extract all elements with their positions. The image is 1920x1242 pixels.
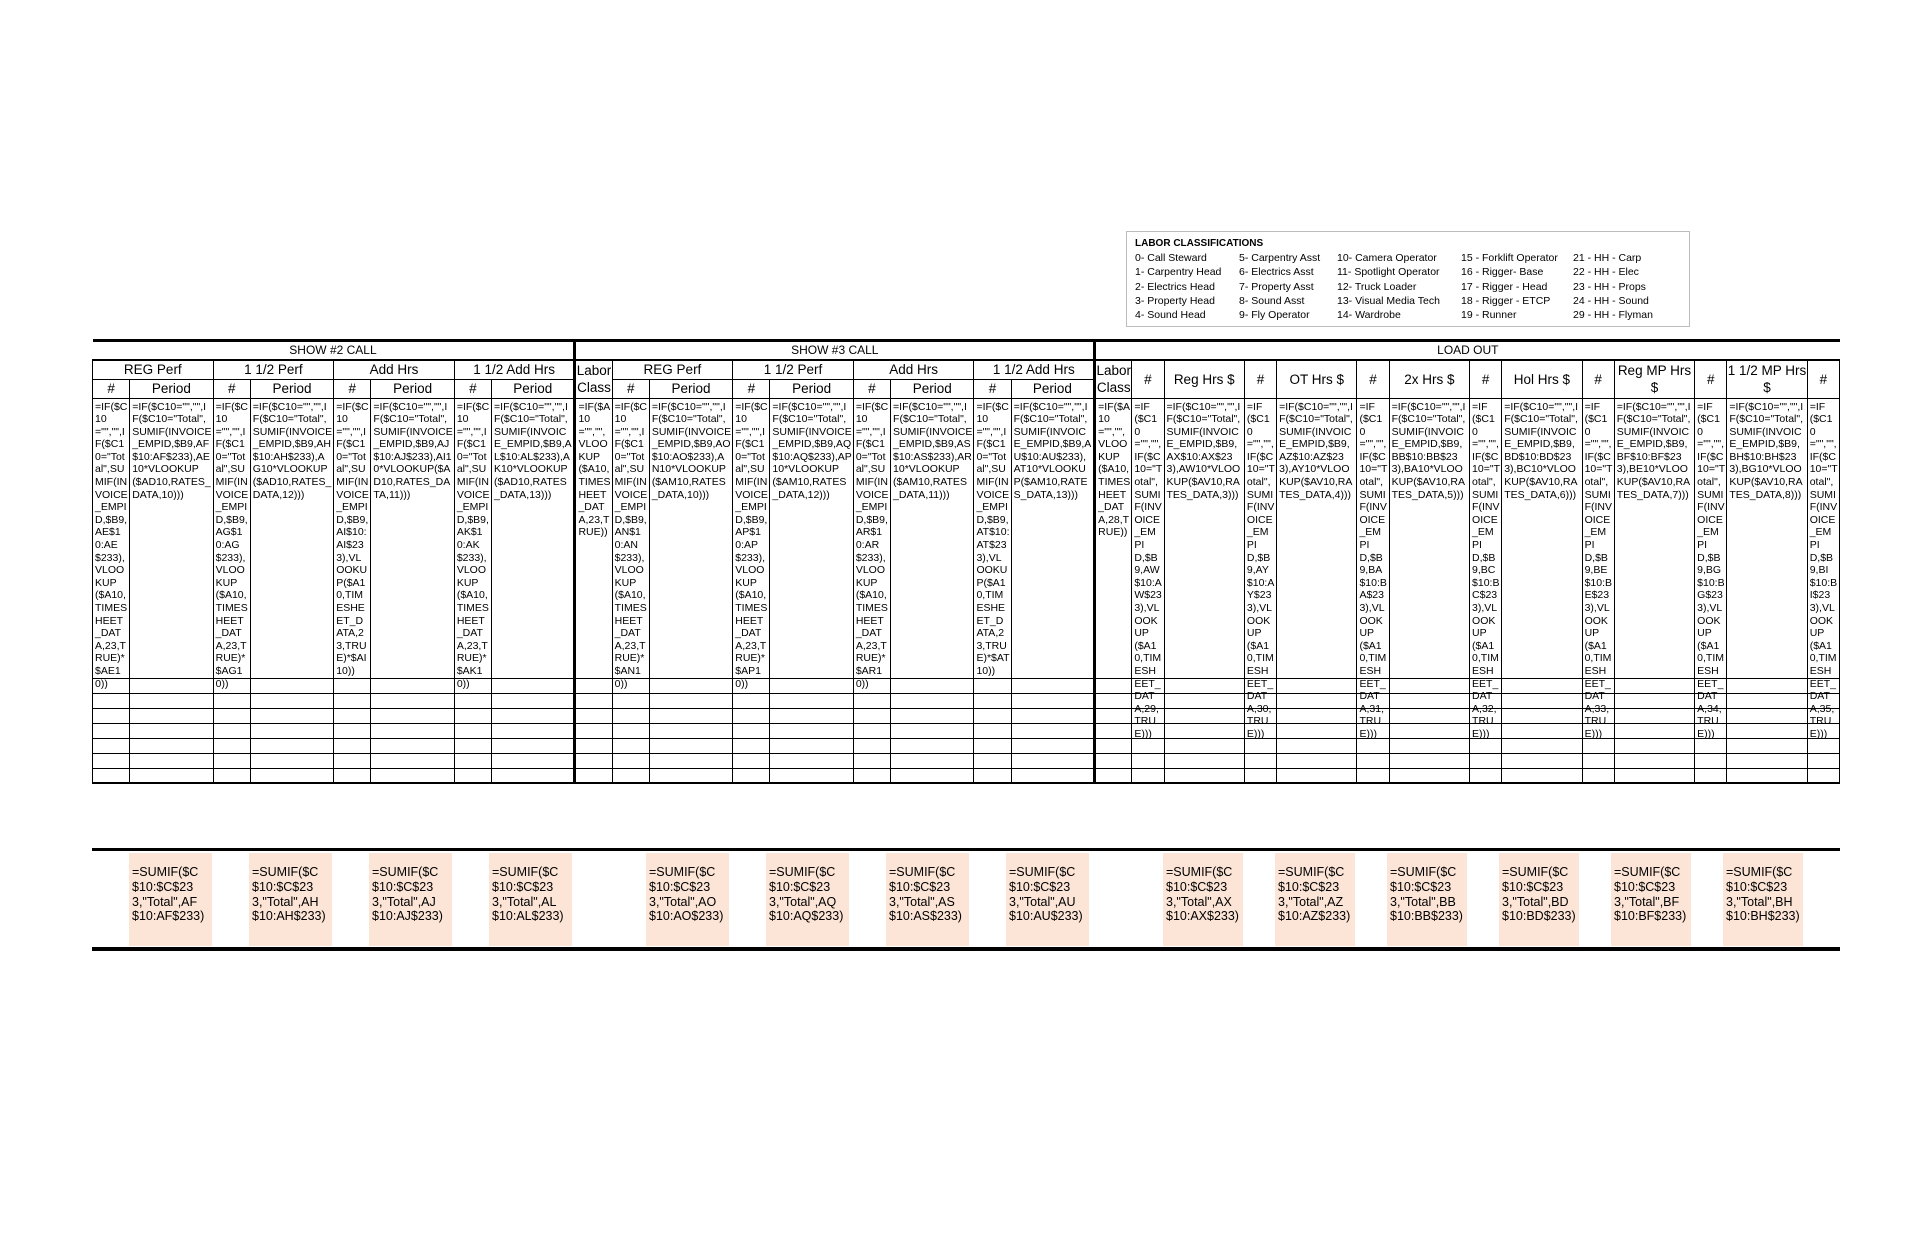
group-1-5-perf: 1 1/2 Perf bbox=[213, 360, 334, 379]
formula-cell[interactable]: =IF($C10="","",IF($C10="Total",SUMIF(INVOICE_EMPID,$B9,AT$10:AT$233),VLOOKUP($A10,TIMESHEET_DATA,23,TRUE)*$AT10)) bbox=[974, 398, 1011, 678]
legend-item: 5- Carpentry Asst bbox=[1239, 252, 1321, 265]
period-header: Period bbox=[649, 379, 732, 398]
legend-item: 3- Property Head bbox=[1135, 294, 1215, 307]
totals-bottom-border bbox=[92, 947, 1840, 951]
formula-cell[interactable]: =IF($C10="","",IF($C10="Total",SUMIF(INVOICE_EMPID,$B9,AW$10:AW$233),VLOOKUP($A10,TIMESHEET_DATA,29,TRUE))) bbox=[1132, 398, 1164, 678]
legend-column bbox=[1337, 251, 1461, 322]
total-cell[interactable]: =SUMIF($C$10:$C$233,"Total",AJ$10:AJ$233) bbox=[369, 853, 452, 946]
period-header: Period bbox=[492, 379, 575, 398]
formula-cell[interactable]: =IF($C10="","",IF($C10="Total",SUMIF(INVOICE_EMPID,$B9,BI$10:BI$233),VLOOKUP($A10,TIMESHEET_DATA,35,TRUE))) bbox=[1807, 398, 1839, 678]
formula-cell[interactable]: =IF($C10="","",IF($C10="Total",SUMIF(INVOICE_EMPID,$B9,AF$10:AF$233),AE10*VLOOKUP($AD10,RATES_DATA,10))) bbox=[130, 398, 213, 678]
formula-cell[interactable]: =IF($C10="","",IF($C10="Total",SUMIF(INVOICE_EMPID,$B9,AX$10:AX$233),AW10*VLOOKUP($AV10,RATES_DATA,3))) bbox=[1164, 398, 1244, 678]
total-cell[interactable]: =SUMIF($C$10:$C$233,"Total",BD$10:BD$233) bbox=[1499, 853, 1579, 946]
group-1-5-add-hrs: 1 1/2 Add Hrs bbox=[454, 360, 575, 379]
legend-item: 9- Fly Operator bbox=[1239, 309, 1310, 322]
count-header: # bbox=[853, 379, 890, 398]
totals-top-border bbox=[92, 848, 1840, 851]
group-reg-perf: REG Perf bbox=[612, 360, 733, 379]
legend-columns bbox=[1135, 251, 1681, 322]
group-reg-mp-hrs: Reg MP Hrs $ bbox=[1614, 360, 1694, 398]
formula-cell[interactable]: =IF($C10="","",IF($C10="Total",SUMIF(INVOICE_EMPID,$B9,AE$10:AE$233),VLOOKUP($A10,TIMESHEET_DATA,23,TRUE)*$AE10)) bbox=[93, 398, 130, 678]
legend-item: 10- Camera Operator bbox=[1337, 252, 1437, 265]
formula-cell[interactable]: =IF($C10="","",IF($C10="Total",SUMIF(INVOICE_EMPID,$B9,AZ$10:AZ$233),AY10*VLOOKUP($AV10,RATES_DATA,4))) bbox=[1277, 398, 1357, 678]
count-header: # bbox=[1132, 360, 1164, 398]
formula-cell[interactable]: =IF($C10="","",IF($C10="Total",SUMIF(INVOICE_EMPID,$B9,AS$10:AS$233),AR10*VLOOKUP($AM10,RATES_DATA,11))) bbox=[891, 398, 974, 678]
total-cell[interactable]: =SUMIF($C$10:$C$233,"Total",AH$10:AH$233) bbox=[249, 853, 332, 946]
legend-item: 14- Wardrobe bbox=[1337, 309, 1401, 322]
formula-cell[interactable]: =IF($C10="","",IF($C10="Total",SUMIF(INVOICE_EMPID,$B9,BF$10:BF$233),BE10*VLOOKUP($AV10,RATES_DATA,7))) bbox=[1614, 398, 1694, 678]
legend-item: 18 - Rigger - ETCP bbox=[1461, 294, 1551, 307]
period-header: Period bbox=[250, 379, 333, 398]
count-header: # bbox=[1244, 360, 1276, 398]
group-ot-hrs: OT Hrs $ bbox=[1277, 360, 1357, 398]
legend-item: 8- Sound Asst bbox=[1239, 294, 1305, 307]
blank-row[interactable] bbox=[93, 738, 1840, 753]
section-show2-call: SHOW #2 CALL bbox=[93, 341, 575, 361]
payroll-grid bbox=[92, 339, 1840, 837]
blank-row[interactable] bbox=[93, 708, 1840, 723]
total-cell[interactable]: =SUMIF($C$10:$C$233,"Total",AO$10:AO$233) bbox=[646, 853, 729, 946]
labor-class-header: Labor Class bbox=[1095, 360, 1132, 398]
legend-item: 2- Electrics Head bbox=[1135, 280, 1215, 293]
group-add-hrs: Add Hrs bbox=[334, 360, 455, 379]
period-header: Period bbox=[1011, 379, 1095, 398]
formula-cell[interactable]: =IF($C10="","",IF($C10="Total",SUMIF(INVOICE_EMPID,$B9,AO$10:AO$233),AN10*VLOOKUP($AM10,RATES_DATA,10))) bbox=[649, 398, 732, 678]
total-cell[interactable]: =SUMIF($C$10:$C$233,"Total",AU$10:AU$233) bbox=[1006, 853, 1089, 946]
section-show3-call: SHOW #3 CALL bbox=[575, 341, 1095, 361]
formula-cell[interactable]: =IF($C10="","",IF($C10="Total",SUMIF(INVOICE_EMPID,$B9,BG$10:BG$233),VLOOKUP($A10,TIMESHEET_DATA,34,TRUE))) bbox=[1695, 398, 1727, 678]
total-cell[interactable]: =SUMIF($C$10:$C$233,"Total",BF$10:BF$233) bbox=[1611, 853, 1691, 946]
period-header: Period bbox=[130, 379, 213, 398]
legend-item: 7- Property Asst bbox=[1239, 280, 1314, 293]
period-header: Period bbox=[891, 379, 974, 398]
group-reg-perf: REG Perf bbox=[93, 360, 214, 379]
formula-cell[interactable]: =IF($C10="","",IF($C10="Total",SUMIF(INVOICE_EMPID,$B9,AK$10:AK$233),VLOOKUP($A10,TIMESHEET_DATA,23,TRUE)*$AK10)) bbox=[454, 398, 491, 678]
period-header: Period bbox=[371, 379, 454, 398]
total-cell[interactable]: =SUMIF($C$10:$C$233,"Total",AQ$10:AQ$233) bbox=[766, 853, 849, 946]
legend-item: 29 - HH - Flyman bbox=[1573, 309, 1653, 322]
legend-item: 0- Call Steward bbox=[1135, 252, 1207, 265]
blank-row[interactable] bbox=[93, 723, 1840, 738]
formula-cell[interactable]: =IF($C10="","",IF($C10="Total",SUMIF(INVOICE_EMPID,$B9,AY$10:AY$233),VLOOKUP($A10,TIMESHEET_DATA,30,TRUE))) bbox=[1244, 398, 1276, 678]
group-hol-hrs: Hol Hrs $ bbox=[1502, 360, 1582, 398]
formula-cell[interactable]: =IF($C10="","",IF($C10="Total",SUMIF(INVOICE_EMPID,$B9,AH$10:AH$233),AG10*VLOOKUP($AD10,RATES_DATA,12))) bbox=[250, 398, 333, 678]
count-header: # bbox=[1357, 360, 1389, 398]
count-header: # bbox=[1582, 360, 1614, 398]
count-header: # bbox=[1470, 360, 1502, 398]
legend-column bbox=[1573, 251, 1653, 322]
formula-cell[interactable]: =IF($C10="","",IF($C10="Total",SUMIF(INVOICE_EMPID,$B9,AQ$10:AQ$233),AP10*VLOOKUP($AM10,RATES_DATA,12))) bbox=[770, 398, 853, 678]
legend-item: 12- Truck Loader bbox=[1337, 280, 1417, 293]
legend-item: 11- Spotlight Operator bbox=[1337, 266, 1440, 279]
group-reg-hrs: Reg Hrs $ bbox=[1164, 360, 1244, 398]
blank-row[interactable] bbox=[93, 753, 1840, 768]
legend-item: 17 - Rigger - Head bbox=[1461, 280, 1548, 293]
count-header: # bbox=[1807, 360, 1839, 398]
formula-cell[interactable]: =IF($C10="","",IF($C10="Total",SUMIF(INVOICE_EMPID,$B9,AU$10:AU$233),AT10*VLOOKUP($AM10,RATES_DATA,13))) bbox=[1011, 398, 1095, 678]
total-cell[interactable]: =SUMIF($C$10:$C$233,"Total",AS$10:AS$233) bbox=[886, 853, 969, 946]
formula-cell[interactable]: =IF($C10="","",IF($C10="Total",SUMIF(INVOICE_EMPID,$B9,AG$10:AG$233),VLOOKUP($A10,TIMESHEET_DATA,23,TRUE)*$AG10)) bbox=[213, 398, 250, 678]
total-cell[interactable]: =SUMIF($C$10:$C$233,"Total",AL$10:AL$233) bbox=[489, 853, 572, 946]
formula-cell[interactable]: =IF($C10="","",IF($C10="Total",SUMIF(INVOICE_EMPID,$B9,BC$10:BC$233),VLOOKUP($A10,TIMESHEET_DATA,32,TRUE))) bbox=[1470, 398, 1502, 678]
formula-cell[interactable]: =IF($C10="","",IF($C10="Total",SUMIF(INVOICE_EMPID,$B9,AI$10:AI$233),VLOOKUP($A10,TIMESHEET_DATA,23,TRUE)*$AI10)) bbox=[334, 398, 371, 678]
legend-column bbox=[1135, 251, 1239, 322]
group-1-5-mp-hrs: 1 1/2 MP Hrs $ bbox=[1727, 360, 1807, 398]
formula-cell[interactable]: =IF($C10="","",IF($C10="Total",SUMIF(INVOICE_EMPID,$B9,BE$10:BE$233),VLOOKUP($A10,TIMESHEET_DATA,33,TRUE))) bbox=[1582, 398, 1614, 678]
group-1-5-add-hrs: 1 1/2 Add Hrs bbox=[974, 360, 1095, 379]
total-cell[interactable]: =SUMIF($C$10:$C$233,"Total",AZ$10:AZ$233) bbox=[1275, 853, 1355, 946]
formula-cell[interactable]: =IF($C10="","",IF($C10="Total",SUMIF(INVOICE_EMPID,$B9,AN$10:AN$233),VLOOKUP($A10,TIMESHEET_DATA,23,TRUE)*$AN10)) bbox=[612, 398, 649, 678]
legend-item: 22 - HH - Elec bbox=[1573, 266, 1639, 279]
group-1-5-perf: 1 1/2 Perf bbox=[733, 360, 854, 379]
legend-item: 21 - HH - Carp bbox=[1573, 252, 1642, 265]
count-header: # bbox=[1695, 360, 1727, 398]
formula-cell[interactable]: =IF($A10="","",VLOOKUP($A10,TIMESHEET_DATA,23,TRUE)) bbox=[575, 398, 612, 678]
total-cell[interactable]: =SUMIF($C$10:$C$233,"Total",BB$10:BB$233) bbox=[1387, 853, 1467, 946]
total-cell[interactable]: =SUMIF($C$10:$C$233,"Total",AX$10:AX$233) bbox=[1163, 853, 1243, 946]
legend-item: 1- Carpentry Head bbox=[1135, 266, 1222, 279]
blank-row[interactable] bbox=[93, 678, 1840, 693]
legend-column bbox=[1239, 251, 1337, 322]
count-header: # bbox=[93, 379, 130, 398]
count-header: # bbox=[454, 379, 491, 398]
legend-item: 6- Electrics Asst bbox=[1239, 266, 1314, 279]
spreadsheet-area bbox=[92, 339, 1840, 950]
group-add-hrs: Add Hrs bbox=[853, 360, 974, 379]
count-header: # bbox=[974, 379, 1011, 398]
formula-cell[interactable]: =IF($A10="","",VLOOKUP($A10,TIMESHEET_DATA,28,TRUE)) bbox=[1095, 398, 1132, 678]
labor-classifications-legend bbox=[1126, 231, 1690, 327]
formula-cell[interactable]: =IF($C10="","",IF($C10="Total",SUMIF(INVOICE_EMPID,$B9,AR$10:AR$233),VLOOKUP($A10,TIMESHEET_DATA,23,TRUE)*$AR10)) bbox=[853, 398, 890, 678]
legend-item: 15 - Forklift Operator bbox=[1461, 252, 1558, 265]
formula-row bbox=[93, 398, 1840, 678]
legend-item: 23 - HH - Props bbox=[1573, 280, 1646, 293]
formula-cell[interactable]: =IF($C10="","",IF($C10="Total",SUMIF(INVOICE_EMPID,$B9,AP$10:AP$233),VLOOKUP($A10,TIMESHEET_DATA,23,TRUE)*$AP10)) bbox=[733, 398, 770, 678]
group-2x-hrs: 2x Hrs $ bbox=[1389, 360, 1469, 398]
period-header: Period bbox=[770, 379, 853, 398]
section-load-out: LOAD OUT bbox=[1095, 341, 1840, 361]
formula-cell[interactable]: =IF($C10="","",IF($C10="Total",SUMIF(INVOICE_EMPID,$B9,BA$10:BA$233),VLOOKUP($A10,TIMESHEET_DATA,31,TRUE))) bbox=[1357, 398, 1389, 678]
legend-item: 4- Sound Head bbox=[1135, 309, 1206, 322]
formula-cell[interactable]: =IF($C10="","",IF($C10="Total",SUMIF(INVOICE_EMPID,$B9,AJ$10:AJ$233),AI10*VLOOKUP($AD10,RATES_DATA,11))) bbox=[371, 398, 454, 678]
count-header: # bbox=[334, 379, 371, 398]
formula-cell[interactable]: =IF($C10="","",IF($C10="Total",SUMIF(INVOICE_EMPID,$B9,BD$10:BD$233),BC10*VLOOKUP($AV10,RATES_DATA,6))) bbox=[1502, 398, 1582, 678]
blank-row[interactable] bbox=[93, 768, 1840, 783]
legend-item: 19 - Runner bbox=[1461, 309, 1517, 322]
count-header: # bbox=[213, 379, 250, 398]
legend-title: LABOR CLASSIFICATIONS bbox=[1135, 238, 1264, 249]
count-header: # bbox=[733, 379, 770, 398]
formula-cell[interactable]: =IF($C10="","",IF($C10="Total",SUMIF(INVOICE_EMPID,$B9,BH$10:BH$233),BG10*VLOOKUP($AV10,RATES_DATA,8))) bbox=[1727, 398, 1807, 678]
blank-row[interactable] bbox=[93, 693, 1840, 708]
labor-class-header: Labor Class bbox=[575, 360, 612, 398]
count-header: # bbox=[612, 379, 649, 398]
legend-column bbox=[1461, 251, 1573, 322]
formula-cell[interactable]: =IF($C10="","",IF($C10="Total",SUMIF(INVOICE_EMPID,$B9,BB$10:BB$233),BA10*VLOOKUP($AV10,RATES_DATA,5))) bbox=[1389, 398, 1469, 678]
payroll-table bbox=[92, 339, 1840, 784]
total-cell[interactable]: =SUMIF($C$10:$C$233,"Total",AF$10:AF$233) bbox=[129, 853, 212, 946]
legend-item: 24 - HH - Sound bbox=[1573, 294, 1649, 307]
legend-item: 16 - Rigger- Base bbox=[1461, 266, 1544, 279]
legend-item: 13- Visual Media Tech bbox=[1337, 294, 1440, 307]
formula-cell[interactable]: =IF($C10="","",IF($C10="Total",SUMIF(INVOICE_EMPID,$B9,AL$10:AL$233),AK10*VLOOKUP($AD10,RATES_DATA,13))) bbox=[492, 398, 575, 678]
total-cell[interactable]: =SUMIF($C$10:$C$233,"Total",BH$10:BH$233) bbox=[1723, 853, 1803, 946]
